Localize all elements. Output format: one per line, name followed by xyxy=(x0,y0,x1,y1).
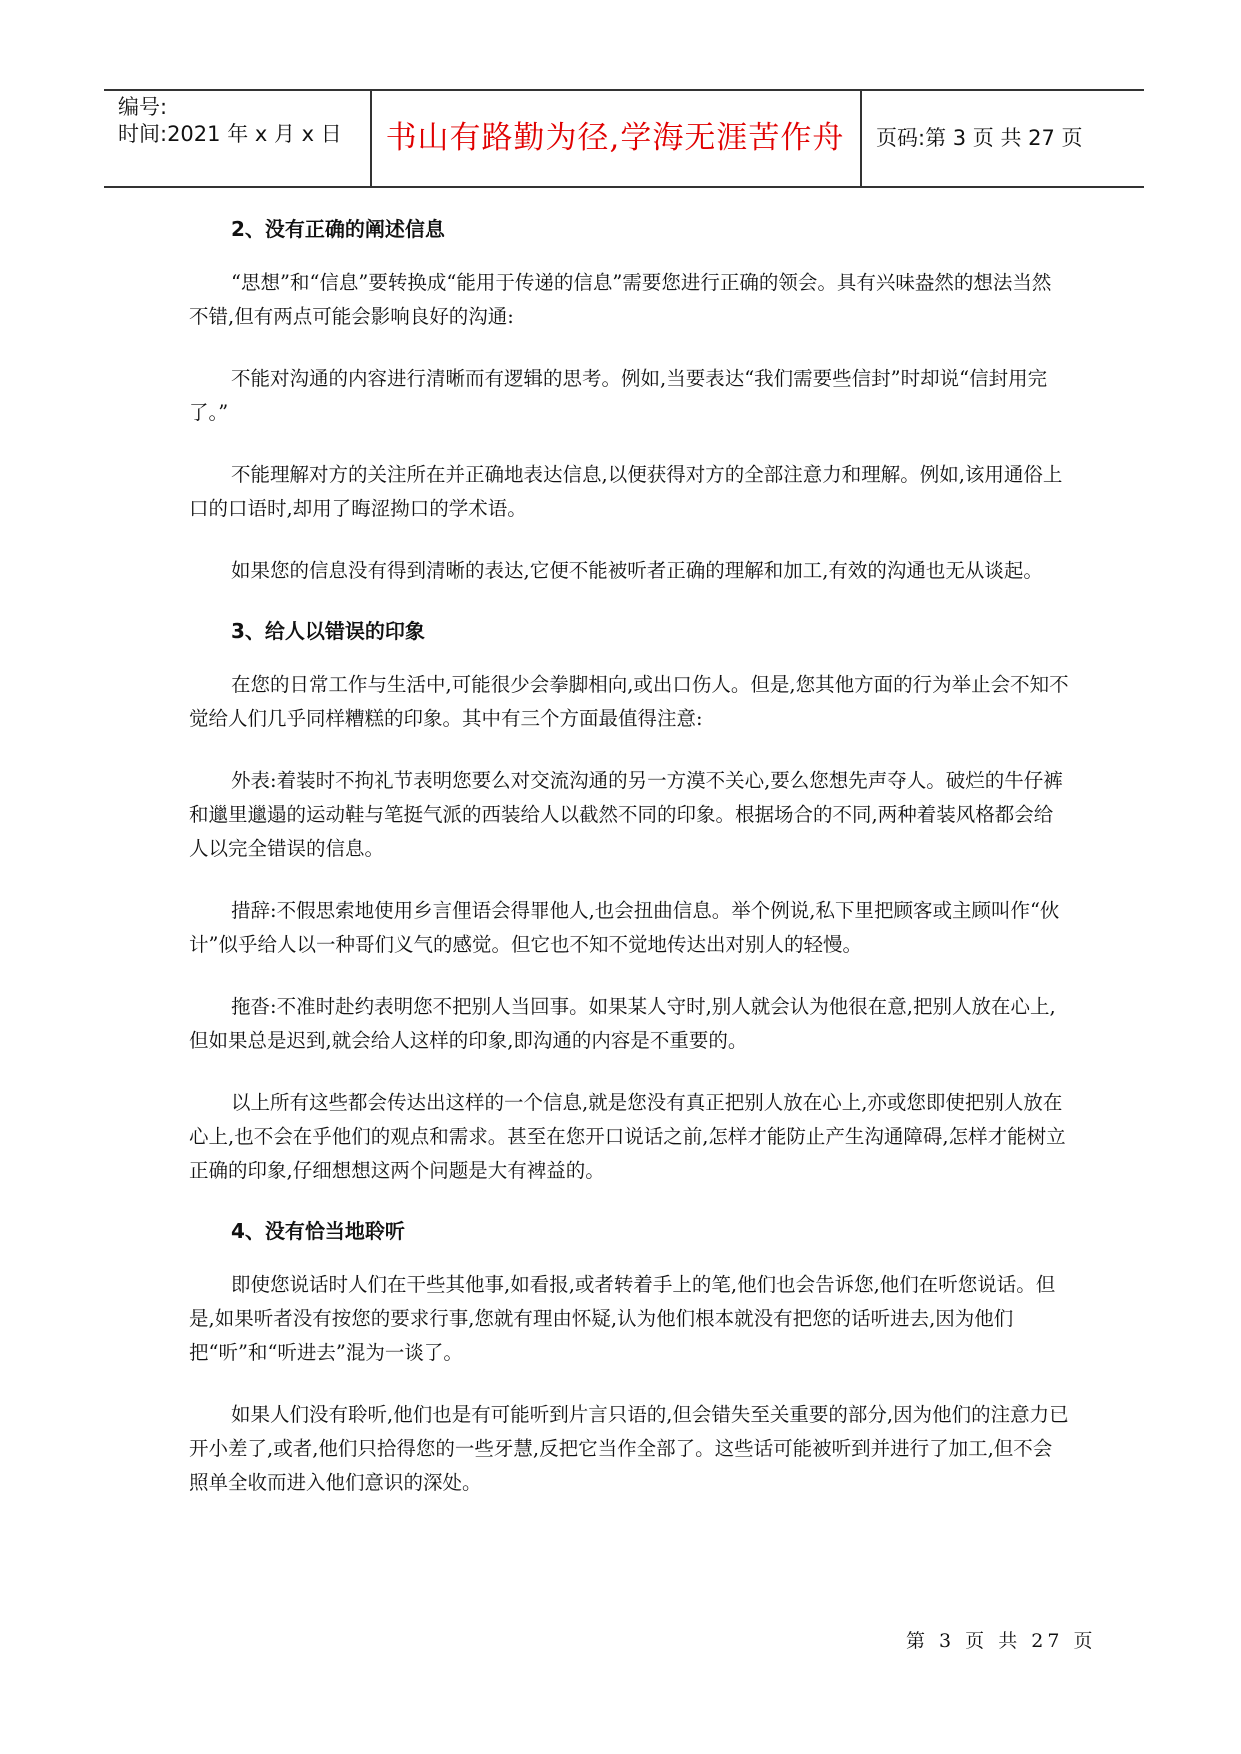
section-heading: 2、没有正确的阐述信息 xyxy=(231,217,445,241)
section-heading: 3、给人以错误的印象 xyxy=(231,619,425,643)
paragraph: 拖沓:不准时赴约表明您不把别人当回事。如果某人守时,别人就会认为他很在意,把别人放在心上,但如果总是迟到,就会给人这样的印象,即沟通的内容是不重要的。 xyxy=(189,995,1056,1052)
header-left-cell xyxy=(104,91,372,186)
paragraph: 外表:着装时不拘礼节表明您要么对交流沟通的另一方漠不关心,要么您想先声夺人。破烂的牛仔裤和邋里邋遢的运动鞋与笔挺气派的西装给人以截然不同的印象。根据场合的不同,两种着装风格都会给人以完全错误的信息。 xyxy=(189,769,1063,860)
paragraph: 在您的日常工作与生活中,可能很少会拳脚相向,或出口伤人。但是,您其他方面的行为举止会不知不觉给人们几乎同样糟糕的印象。其中有三个方面最值得注意: xyxy=(189,673,1069,730)
document-number-label: 编号: xyxy=(118,95,168,119)
page-header xyxy=(104,89,1144,188)
page-footer-number: 第 3 页 共 27 页 xyxy=(906,1630,1097,1652)
paragraph: 以上所有这些都会传达出这样的一个信息,就是您没有真正把别人放在心上,亦或您即使把别人放在心上,也不会在乎他们的观点和需求。甚至在您开口说话之前,怎样才能防止产生沟通障碍,怎样才能树立正确的印象,仔细想想这两个问题是大有裨益的。 xyxy=(189,1091,1066,1182)
header-right-cell xyxy=(862,91,1144,186)
header-motto: 书山有路勤为径,学海无涯苦作舟 xyxy=(385,120,845,156)
document-time-label: 时间:2021 年 x 月 x 日 xyxy=(118,122,342,146)
paragraph: 措辞:不假思索地使用乡言俚语会得罪他人,也会扭曲信息。举个例说,私下里把顾客或主顾叫作“伙计”似乎给人以一种哥们义气的感觉。但它也不知不觉地传达出对别人的轻慢。 xyxy=(189,899,1060,956)
paragraph: 即使您说话时人们在干些其他事,如看报,或者转着手上的笔,他们也会告诉您,他们在听您说话。但是,如果听者没有按您的要求行事,您就有理由怀疑,认为他们根本就没有把您的话听进去,因为他们把“听”和“听进去”混为一谈了。 xyxy=(189,1273,1056,1364)
paragraph: “思想”和“信息”要转换成“能用于传递的信息”需要您进行正确的领会。具有兴味盎然的想法当然不错,但有两点可能会影响良好的沟通: xyxy=(189,271,1052,328)
header-middle-cell xyxy=(370,91,862,186)
paragraph: 不能理解对方的关注所在并正确地表达信息,以便获得对方的全部注意力和理解。例如,该用通俗上口的口语时,却用了晦涩拗口的学术语。 xyxy=(189,463,1063,520)
paragraph: 如果人们没有聆听,他们也是有可能听到片言只语的,但会错失至关重要的部分,因为他们的注意力已开小差了,或者,他们只拾得您的一些牙慧,反把它当作全部了。这些话可能被听到并进行了加工,但不会照单全收而进入他们意识的深处。 xyxy=(189,1403,1069,1494)
header-page-info: 页码:第 3 页 共 27 页 xyxy=(876,126,1083,150)
section-heading: 4、没有恰当地聆听 xyxy=(231,1219,405,1243)
document-body xyxy=(189,200,1069,1528)
paragraph: 不能对沟通的内容进行清晰而有逻辑的思考。例如,当要表达“我们需要些信封”时却说“信封用完了。” xyxy=(189,367,1048,424)
paragraph: 如果您的信息没有得到清晰的表达,它便不能被听者正确的理解和加工,有效的沟通也无从谈起。 xyxy=(231,559,1043,582)
